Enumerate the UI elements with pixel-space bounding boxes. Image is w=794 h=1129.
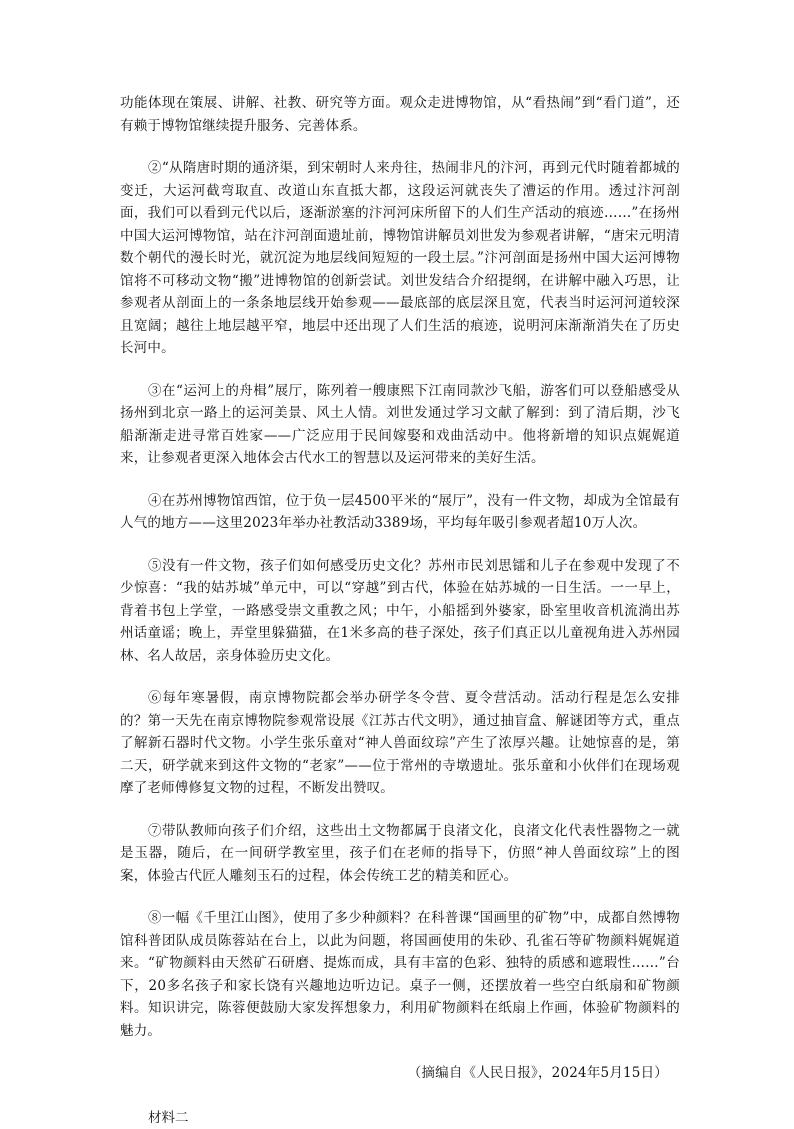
paragraph-5: ⑤没有一件文物，孩子们如何感受历史文化？苏州市民刘思镭和儿子在参观中发现了不少惊喜：“我的姑苏城”单元中，可以“穿越”到古代，体验在姑苏城的一日生活。一一早上，背着书包上学堂，一路感受崇文重教之风；中午，小船摇到外婆家，卧室里收音机流淌出苏州话童谣；晚上，弄堂里躲猫猫，在1米多高的巷子深处，孩子们真正以儿童视角进入苏州园林、名人故居，亲身体验历史文化。: [120, 555, 680, 668]
paragraph-7: ⑦带队教师向孩子们介绍，这些出土文物都属于良渚文化，良渚文化代表性器物之一就是玉器，随后，在一间研学教室里，孩子们在老师的指导下，仿照“神人兽面纹琮”上的图案，体验古代匠人雕刻玉石的过程，体会传统工艺的精美和匠心。: [120, 820, 680, 888]
paragraph-4: ④在苏州博物馆西馆，位于负一层4500平米的“展厅”，没有一件文物，却成为全馆最有人气的地方——这里2023年举办社教活动3389场，平均每年吸引参观者超10万人次。: [120, 490, 680, 535]
paragraph-1: 功能体现在策展、讲解、社教、研究等方面。观众走进博物馆，从“看热闹”到“看门道”，还有赖于博物馆继续提升服务、完善体系。: [120, 92, 680, 137]
paragraph-2: ②“从隋唐时期的通济渠，到宋朝时人来舟往，热闹非凡的汴河，再到元代时随着都城的变迁，大运河截弯取直、改道山东直抵大都，这段运河就丧失了漕运的作用。透过汴河剖面，我们可以看到元代以后，逐渐淤塞的汴河河床所留下的人们生产活动的痕迹……”在扬州中国大运河博物馆，站在汴河剖面遗址前，博物馆讲解员刘世发为参观者讲解，“唐宋元明清数个朝代的漫长时光，就沉淀为地层线间短短的一段土层。”汴河剖面是扬州中国大运河博物馆将不可移动文物“搬”进博物馆的创新尝试。刘世发结合介绍提纲，在讲解中融入巧思，让参观者从剖面上的一条条地层线开始参观——最底部的底层深且宽，代表当时运河河道较深且宽阔；越往上地层越平窄，地层中还出现了人们生活的痕迹，说明河床渐渐消失在了历史长河中。: [120, 157, 680, 360]
paragraph-3: ③在“运河上的舟楫”展厅，陈列着一艘康熙下江南同款沙飞船，游客们可以登船感受从扬州到北京一路上的运河美景、风土人情。刘世发通过学习文献了解到：到了清后期，沙飞船渐渐走进寻常百姓家——广泛应用于民间嫁娶和戏曲活动中。他将新增的知识点娓娓道来，让参观者更深入地体会古代水工的智慧以及运河带来的美好生活。: [120, 380, 680, 470]
document-page: [120, 92, 680, 1129]
paragraph-6: ⑥每年寒暑假，南京博物院都会举办研学冬令营、夏令营活动。活动行程是怎么安排的？第一天先在南京博物院参观常设展《江苏古代文明》，通过抽盲盒、解谜团等方式，重点了解新石器时代文物。小学生张乐童对“神人兽面纹琮”产生了浓厚兴趣。让她惊喜的是，第二天，研学就来到这件文物的“老家”——位于常州的寺墩遗址。张乐童和小伙伴们在现场观摩了老师傅修复文物的过程，不断发出赞叹。: [120, 687, 680, 800]
source-citation: （摘编自《人民日报》，2024年5月15日）: [120, 1062, 668, 1085]
section-label: 材料二: [120, 1107, 680, 1129]
paragraph-8: ⑧一幅《千里江山图》，使用了多少种颜料？在科普课“国画里的矿物”中，成都自然博物馆科普团队成员陈蓉站在台上，以此为问题，将国画使用的朱砂、孔雀石等矿物颜料娓娓道来。“矿物颜料由天然矿石研磨、提炼而成，具有丰富的色彩、独特的质感和遮瑕性……”台下，20多名孩子和家长饶有兴趣地边听边记。桌子一侧，还摆放着一些空白纸扇和矿物颜料。知识讲完，陈蓉便鼓励大家发挥想象力，利用矿物颜料在纸扇上作画，体验矿物颜料的魅力。: [120, 907, 680, 1042]
